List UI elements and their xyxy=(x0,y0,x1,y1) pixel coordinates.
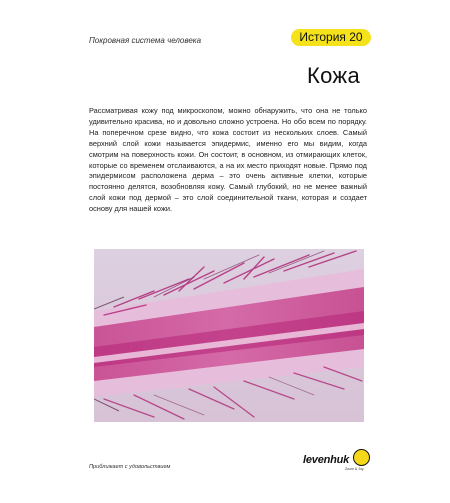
skin-micrograph-image xyxy=(94,249,364,422)
section-label: Покровная система человека xyxy=(89,36,202,45)
story-badge: История 20 xyxy=(291,29,371,46)
brand-slogan: Zoom & Joy xyxy=(345,467,364,471)
footer-tagline: Приближает с удовольствием xyxy=(89,464,171,470)
brand-logo xyxy=(300,447,372,475)
body-paragraph: Рассматривая кожу под микроскопом, можно обнаружить, что она не только удивительно красива, но и довольно сложно устроена. Но обо всем по порядку. На поперечном срезе видно, что кожа состоит из нескольких слоев. Самый верхний слой кожи называется эпидермис, именно его мы видим, когда смотрим на поверхность кожи. Он состоит, в основном, из отмирающих клеток, которые со временем отслаиваются, а на их место приходят новые. Прямо под эпидермисом расположена дерма – это очень активные клетки, которые постоянно делятся, возобновляя кожу. Самый глубокий, но не менее важный слой кожи под дермой – это слой соединительной ткани, которая и создает основу для нашей кожи. xyxy=(89,106,367,214)
page-title: Кожа xyxy=(307,63,360,88)
brand-mark-icon xyxy=(353,449,370,466)
brand-name: levenhuk xyxy=(303,454,350,466)
